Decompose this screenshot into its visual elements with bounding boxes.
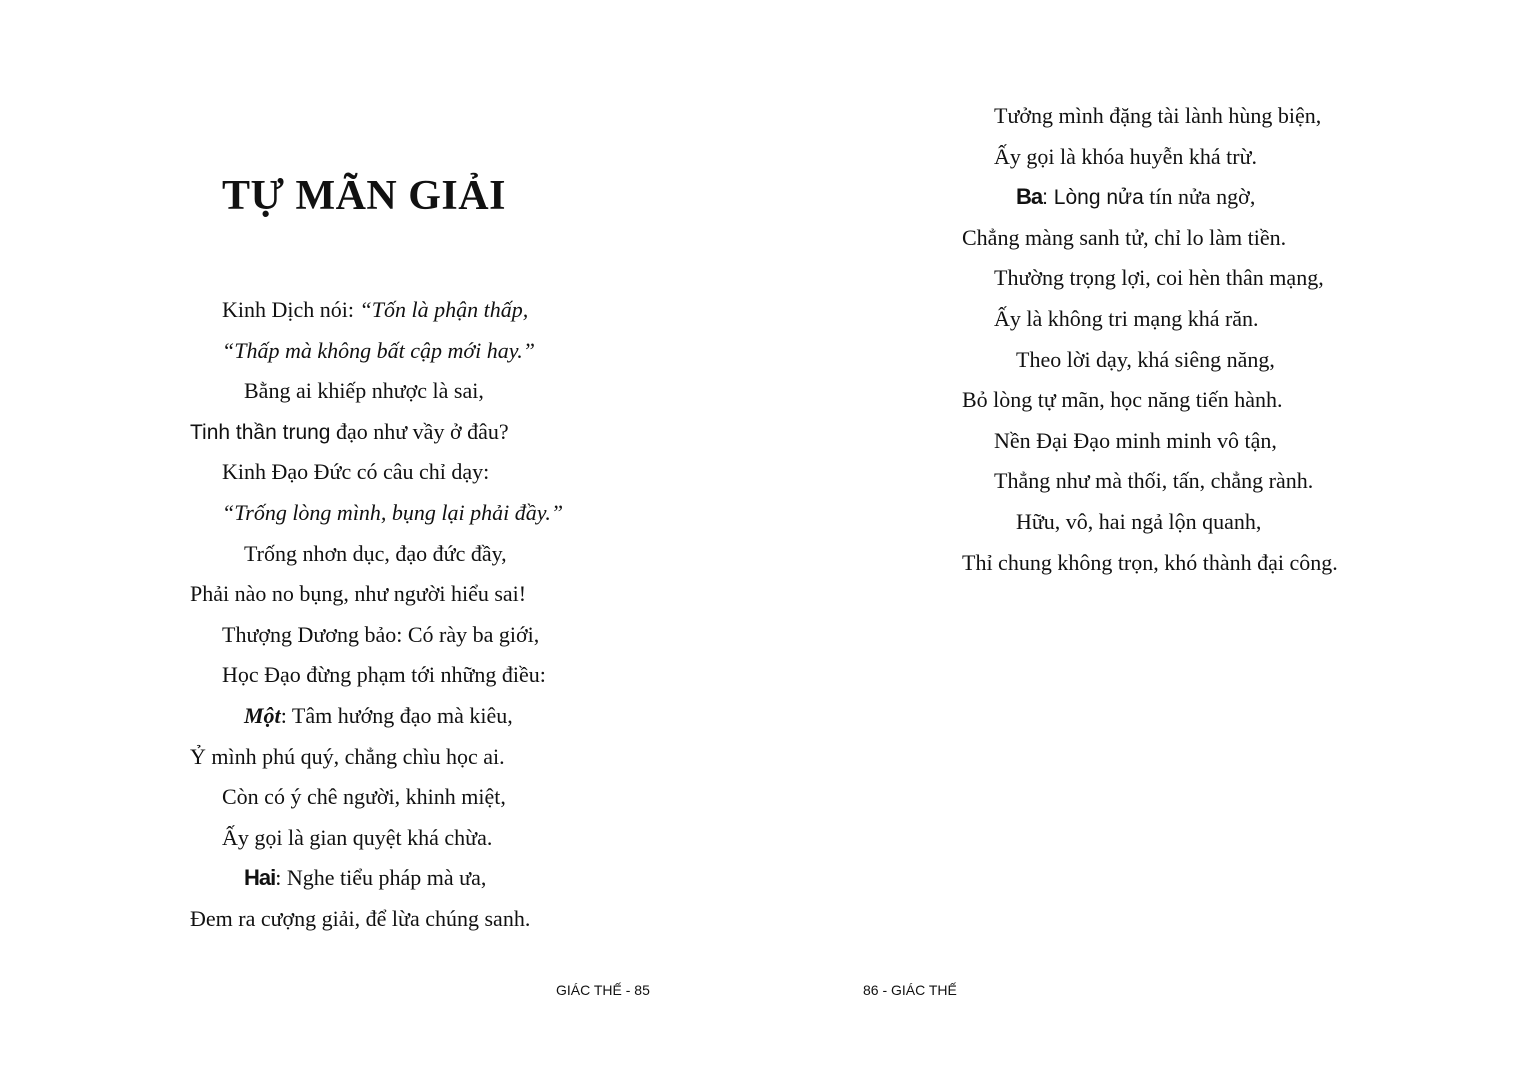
verse-line: Thẳng như mà thối, tấn, chẳng rành. <box>994 468 1314 494</box>
verse-line: Hữu, vô, hai ngả lộn quanh, <box>1016 508 1262 534</box>
page-footer-left: GIÁC THẾ - 85 <box>556 982 650 998</box>
numbered-label: Một <box>244 702 281 728</box>
verse-line: Ấy gọi là khóa huyễn khá trừ. <box>994 143 1258 169</box>
verse-line: “Thấp mà không bất cập mới hay.” <box>222 337 536 363</box>
page-footer-right: 86 - GIÁC THẾ <box>863 982 957 998</box>
verse-line: Chẳng màng sanh tử, chỉ lo làm tiền. <box>962 224 1287 250</box>
verse-line: Thỉ chung không trọn, khó thành đại công. <box>962 549 1338 575</box>
verse-line: Nền Đại Đạo minh minh vô tận, <box>994 427 1277 453</box>
verse-line: Còn có ý chê người, khinh miệt, <box>222 784 506 810</box>
verse-line: Trống nhơn dục, đạo đức đầy, <box>244 540 507 566</box>
verse-line: Bằng ai khiếp nhược là sai, <box>244 378 484 404</box>
verse-line: Theo lời dạy, khá siêng năng, <box>1016 346 1275 372</box>
verse-line: Tinh thần trung đạo như vầy ở đâu? <box>190 418 509 444</box>
verse-line: Hai: Nghe tiểu pháp mà ưa, <box>244 865 487 891</box>
numbered-label: Ba <box>1016 184 1043 210</box>
verse-line: Kinh Dịch nói: “Tốn là phận thấp, <box>222 297 529 322</box>
verse-line: Kinh Đạo Đức có câu chỉ dạy: <box>222 459 490 485</box>
verse-line: Đem ra cượng giải, để lừa chúng sanh. <box>190 905 531 931</box>
verse-line: Ba: Lòng nửa tín nửa ngờ, <box>1016 184 1256 210</box>
quote-text: “Tốn là phận thấp, <box>359 297 529 322</box>
numbered-label: Hai <box>244 865 276 891</box>
verse-line: Thượng Dương bảo: Có rày ba giới, <box>222 621 540 647</box>
verse-line: Phải nào no bụng, như người hiểu sai! <box>190 581 527 607</box>
verse-line: “Trống lòng mình, bụng lại phải đầy.” <box>222 499 564 525</box>
verse-line: Học Đạo đừng phạm tới những điều: <box>222 662 546 688</box>
verse-line: Ấy là không tri mạng khá răn. <box>994 305 1259 331</box>
verse-line: Ấy gọi là gian quyệt khá chừa. <box>222 824 493 850</box>
left-verse <box>190 290 563 940</box>
verse-line: Tưởng mình đặng tài lành hùng biện, <box>994 103 1322 128</box>
verse-line: Một: Tâm hướng đạo mà kiêu, <box>244 702 513 728</box>
page-title: TỰ MÃN GIẢI <box>222 173 506 219</box>
right-verse <box>962 96 1338 583</box>
verse-line: Thường trọng lợi, coi hèn thân mạng, <box>994 265 1324 291</box>
verse-line: Ỷ mình phú quý, chẳng chìu học ai. <box>190 743 505 769</box>
verse-line: Bỏ lòng tự mãn, học năng tiến hành. <box>962 387 1283 413</box>
